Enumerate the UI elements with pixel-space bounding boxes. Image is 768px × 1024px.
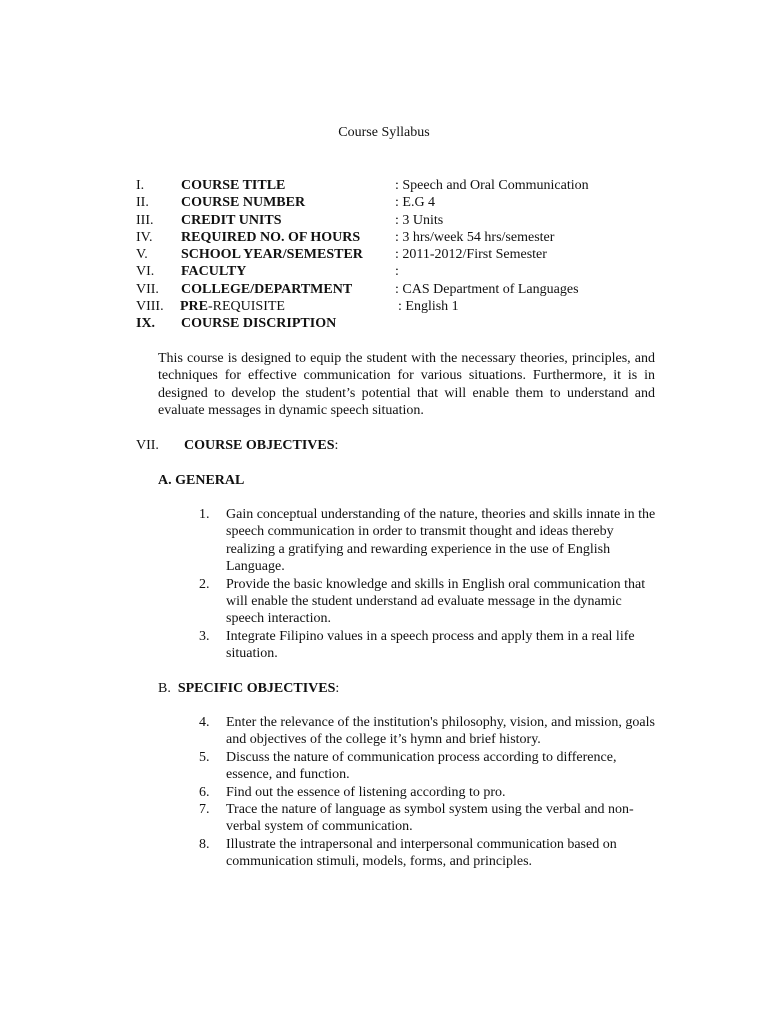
general-objectives-heading: A. GENERAL <box>158 473 245 488</box>
list-item <box>199 749 659 784</box>
row-label: COURSE NUMBER <box>181 195 306 211</box>
item-number: 8. <box>199 836 210 852</box>
row-label: SCHOOL YEAR/SEMESTER <box>181 247 363 263</box>
section-colon: : <box>334 438 339 453</box>
list-item <box>199 576 659 628</box>
item-text: Trace the nature of language as symbol system using the verbal and non-verbal system of communication. <box>226 802 634 835</box>
list-item <box>199 506 659 576</box>
general-objectives-list <box>199 506 659 663</box>
row-label-bold: PRE <box>180 299 208 315</box>
row-label: FACULTY <box>181 264 247 280</box>
row-number: IX. <box>136 316 156 332</box>
row-number: III. <box>136 212 154 228</box>
row-number: I. <box>136 178 145 193</box>
row-value: : Speech and Oral Communication <box>395 178 589 193</box>
row-number: VIII. <box>136 299 164 315</box>
row-value: : English 1 <box>398 299 459 315</box>
section-title: COURSE OBJECTIVES <box>184 438 335 453</box>
list-item <box>199 628 659 663</box>
row-label: REQUIRED NO. OF HOURS <box>181 229 361 245</box>
row-value: : 3 Units <box>395 212 444 228</box>
item-number: 5. <box>199 749 210 765</box>
row-value: : <box>395 264 399 280</box>
row-label: COURSE TITLE <box>181 178 286 193</box>
section-colon: : <box>335 681 340 696</box>
item-text: Gain conceptual understanding of the nature, theories and skills innate in the speech communication in order to transmit thought and ideas thereby realizing a gratifying and rewarding experience in the use of English Language. <box>226 507 656 575</box>
row-number: II. <box>136 195 149 211</box>
item-text: Find out the essence of listening according to pro. <box>226 784 506 800</box>
item-number: 6. <box>199 784 210 800</box>
row-value: : 3 hrs/week 54 hrs/semester <box>395 229 555 245</box>
section-letter: B. <box>158 681 171 696</box>
list-item <box>199 801 659 836</box>
item-text: Integrate Filipino values in a speech process and apply them in a real life situation. <box>226 628 635 662</box>
item-number: 4. <box>199 715 210 730</box>
row-label <box>180 298 285 315</box>
course-objectives-heading <box>136 437 338 454</box>
specific-objectives-heading <box>158 680 339 697</box>
section-number: VII. <box>136 438 159 453</box>
row-number: VII. <box>136 281 159 297</box>
list-item <box>199 784 659 801</box>
item-text: Enter the relevance of the institution's philosophy, vision, and mission, goals and objectives of the college it’s hymn and brief history. <box>226 715 655 748</box>
row-value: : 2011-2012/First Semester <box>395 247 547 263</box>
item-number: 3. <box>199 628 210 644</box>
row-label: COLLEGE/DEPARTMENT <box>181 281 353 297</box>
specific-objectives-list <box>199 714 659 871</box>
section-title: SPECIFIC OBJECTIVES <box>177 681 336 696</box>
item-number: 1. <box>199 507 210 522</box>
document-title: Course Syllabus <box>338 125 430 140</box>
row-number: VI. <box>136 264 155 280</box>
row-label-rest: -REQUISITE <box>208 299 285 315</box>
course-description-text: This course is designed to equip the student with the necessary theories, principles, and techniques for effective communication for various situations. Furthermore, it is in designed to develop the student’s potential that will enable them to understand and evaluate messages in dynamic speech situation. <box>158 351 655 419</box>
item-text: Discuss the nature of communication process according to difference, essence, and function. <box>226 749 617 783</box>
row-label: CREDIT UNITS <box>181 212 282 228</box>
row-number: IV. <box>136 229 153 245</box>
row-value: : E.G 4 <box>395 195 436 211</box>
list-item <box>199 836 659 871</box>
item-number: 7. <box>199 802 210 818</box>
item-text: Provide the basic knowledge and skills in English oral communication that will enable the student understand ad evaluate message in the dynamic speech interaction. <box>226 576 646 627</box>
row-value: : CAS Department of Languages <box>395 281 579 297</box>
item-text: Illustrate the intrapersonal and interpersonal communication based on communication stimuli, models, forms, and principles. <box>226 836 617 870</box>
row-label: COURSE DISCRIPTION <box>181 316 337 332</box>
item-number: 2. <box>199 576 210 592</box>
list-item <box>199 714 659 749</box>
row-number: V. <box>136 247 148 263</box>
